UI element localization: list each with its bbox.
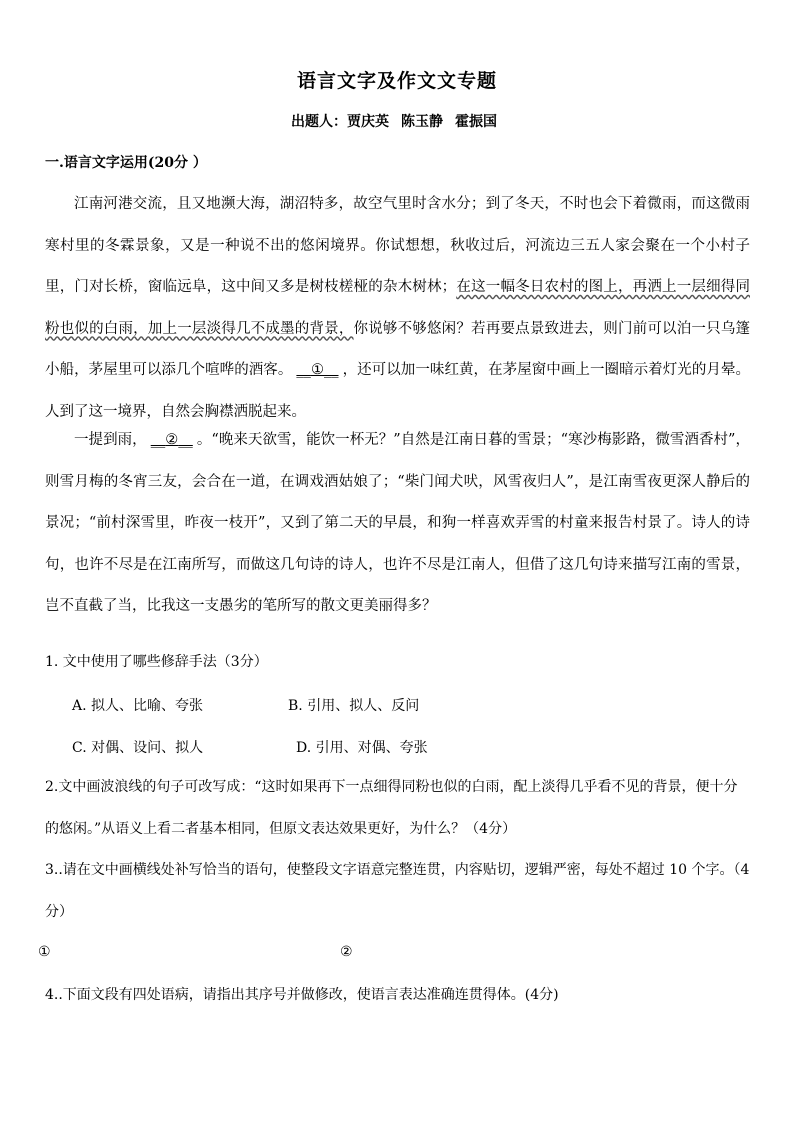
authors-label: 出题人： bbox=[291, 114, 347, 130]
question-4: 4..下面文段有四处语病，请指出其序号并做修改，使语言表达准确连贯得体。(4分) bbox=[45, 987, 559, 1003]
author-line bbox=[0, 111, 794, 131]
question-2: 2.文中画波浪线的句子可改写成：“这时如果再下一点细得同粉也似的白雨，配上淡得几乎看不见的背景，便十分的悠闲。”从语义上看二者基本相同，但原文表达效果更好，为什么？（4分） bbox=[45, 779, 738, 837]
passage-text: 江南河港交流，且又地濒大海，湖沼特多，故空气里时含水分；到了冬天，不时也会下着微雨，而这微雨寒村里的冬霖景象，又是一种说不出的悠闲境界。你试想想，秋收过后，河流边三五人家会聚在一个小村子里，门对长桥，窗临远阜，这中间又多是树枝槎桠的杂木树林； bbox=[45, 196, 750, 296]
option-a: A. 拟人、比喻、夸张 bbox=[72, 698, 204, 714]
passage-text: ，还可以加一味红黄，在茅屋窗中画上一圈暗示着灯光的月晕。人到了这一境界，自然会胸襟洒脱起来。 bbox=[45, 362, 751, 420]
option-c: C. 对偶、设问、拟人 bbox=[72, 740, 204, 756]
blank-1: __①__ bbox=[296, 362, 339, 379]
passage-paragraph-1 bbox=[45, 184, 750, 434]
blank-number: ② bbox=[165, 432, 179, 448]
answer-blank-1: ① bbox=[38, 944, 51, 960]
passage-text: 一提到雨， bbox=[74, 432, 147, 448]
option-d: D. 引用、对偶、夸张 bbox=[296, 740, 428, 756]
blank-number: ① bbox=[310, 362, 325, 379]
section-heading: 一.语言文字运用(20分 ） bbox=[45, 155, 207, 171]
question-3: 3..请在文中画横线处补写恰当的语句，使整段文字语意完整连贯，内容贴切，逻辑严密，每处不超过 10 个字。（4分） bbox=[45, 862, 750, 920]
option-b: B. 引用、拟人、反问 bbox=[288, 698, 420, 714]
author-name: 陈玉静 bbox=[401, 114, 443, 130]
blank-2: __②__ bbox=[150, 432, 193, 448]
wavy-underlined-sentence: 在这一幅冬日农村的图上，再洒上一层细得同粉也似的白雨，加上一层淡得几不成墨的背景， bbox=[45, 279, 750, 337]
author-name: 贾庆英 bbox=[347, 114, 389, 130]
author-name: 霍振国 bbox=[455, 114, 497, 130]
answer-blank-2: ② bbox=[340, 944, 353, 960]
document-title: 语言文字及作文文专题 bbox=[296, 70, 497, 92]
question-1: 1. 文中使用了哪些修辞手法（3分） bbox=[45, 654, 268, 670]
passage-text: 你说够不够悠闲？若再要点景致进去，则门前可以泊一只乌篷小船，茅屋里可以添几个喧哗的酒客。 bbox=[45, 320, 751, 379]
passage-text: 。“晚来天欲雪，能饮一杯无？”自然是江南日暮的雪景；“寒沙梅影路，微雪酒香村”，则雪月梅的冬宵三友，会合在一道，在调戏酒姑娘了；“柴门闻犬吠，风雪夜归人”，是江南雪夜更深人静后的景况；“前村深雪里，昨夜一枝开”，又到了第二天的早晨，和狗一样喜欢弄雪的村童来报告村景了。诗人的诗句，也许不尽是在江南所写，而做这几句诗的诗人，也许不尽是江南人，但借了这几句诗来描写江南的雪景，岂不直截了当，比我这一支愚劣的笔所写的散文更美丽得多？ bbox=[45, 432, 751, 615]
passage-paragraph-2 bbox=[45, 420, 750, 628]
